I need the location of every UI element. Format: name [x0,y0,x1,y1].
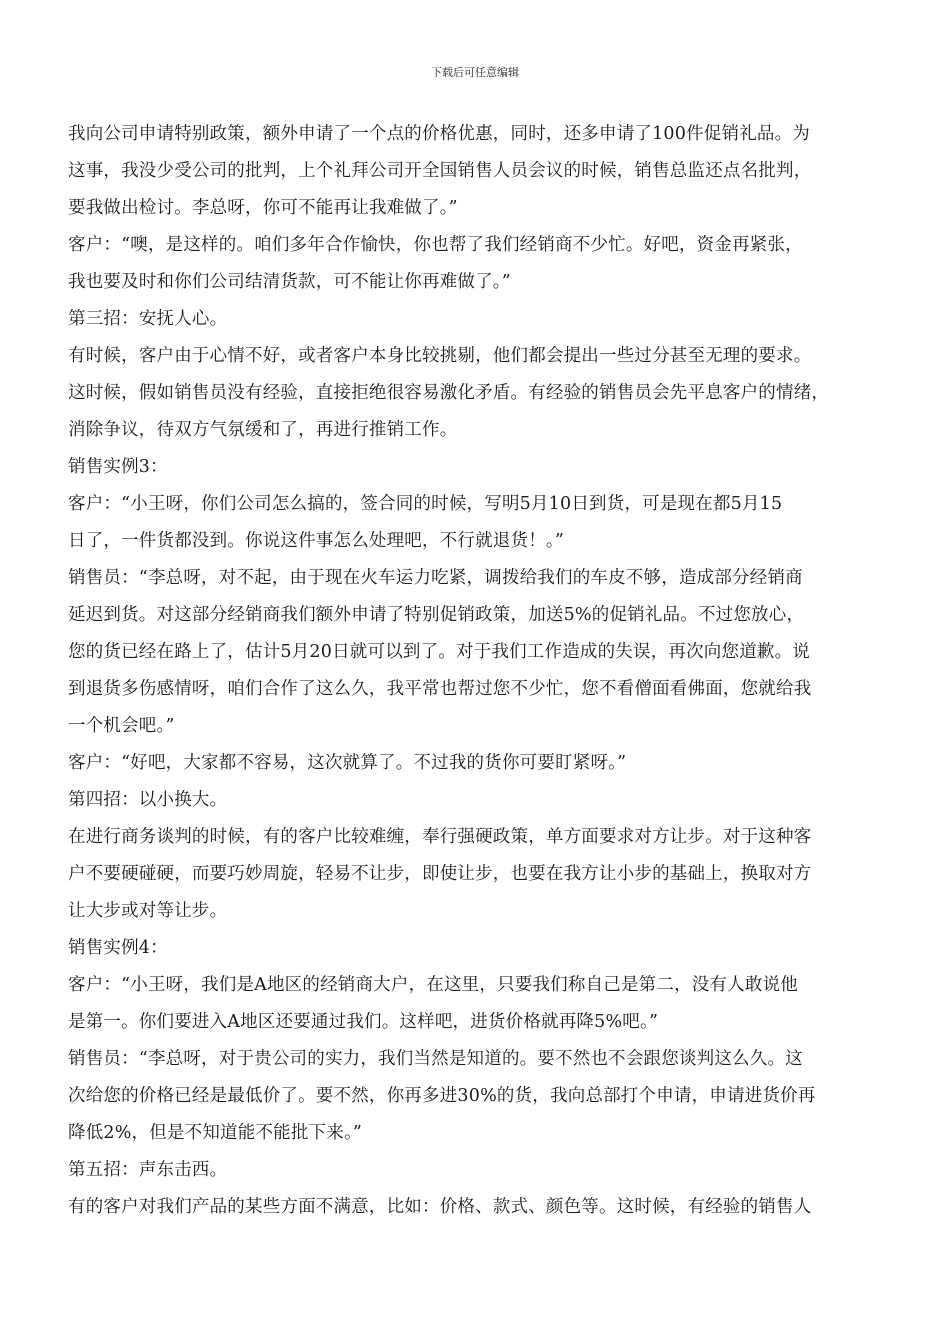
section-heading: 第五招：声东击西。 [68,1160,228,1180]
example-heading: 销售实例4： [68,938,168,958]
text-line: 客户：“小王呀，你们公司怎么搞的，签合同的时候，写明5月10日到货，可是现在都5月15 [68,494,783,514]
text-line: 这时候，假如销售员没有经验，直接拒绝很容易激化矛盾。有经验的销售员会先平息客户的情绪， [68,383,830,403]
text-line: 您的货已经在路上了，估计5月20日就可以到了。对于我们工作造成的失误，再次向您道歉。说 [68,642,810,662]
text-line: 这事，我没少受公司的批判，上个礼拜公司开全国销售人员会议的时候，销售总监还点名批判， [68,161,812,181]
section-heading: 第四招：以小换大。 [68,790,228,810]
text-line: 有的客户对我们产品的某些方面不满意，比如：价格、款式、颜色等。这时候，有经验的销售人 [68,1197,812,1217]
text-line: 降低2%，但是不知道能不能批下来。” [68,1123,363,1143]
text-line: 日了，一件货都没到。你说这件事怎么处理吧，不行就退货！。” [68,531,564,551]
text-line: 销售员：“李总呀，对不起，由于现在火车运力吃紧，调拨给我们的车皮不够，造成部分经销商 [68,568,803,588]
text-line: 客户：“好吧，大家都不容易，这次就算了。不过我的货你可要盯紧呀。” [68,753,627,773]
text-line: 客户：“小王呀，我们是A地区的经销商大户，在这里，只要我们称自己是第二，没有人敢说他 [68,975,798,995]
text-line: 我也要及时和你们公司结清货款，可不能让你再难做了。” [68,272,511,292]
text-line: 一个机会吧。” [68,716,175,736]
text-line: 要我做出检讨。李总呀，你可不能再让我难做了。” [68,198,458,218]
text-line: 客户：“噢，是这样的。咱们多年合作愉快，你也帮了我们经销商不少忙。好吧，资金再紧张， [68,235,803,255]
text-line: 我向公司申请特别政策，额外申请了一个点的价格优惠，同时，还多申请了100件促销礼品。为 [68,124,810,144]
document-body [68,116,888,1226]
text-line: 次给您的价格已经是最低价了。要不然，你再多进30%的货，我向总部打个申请，申请进货价再 [68,1086,816,1106]
text-line: 是第一。你们要进入A地区还要通过我们。这样吧，进货价格就再降5%吧。” [68,1012,659,1032]
text-line: 到退货多伤感情呀，咱们合作了这么久，我平常也帮过您不少忙，您不看僧面看佛面，您就给我 [68,679,812,699]
text-line: 有时候，客户由于心情不好，或者客户本身比较挑剔，他们都会提出一些过分甚至无理的要求。 [68,346,812,366]
section-heading: 第三招：安抚人心。 [68,309,228,329]
text-line: 在进行商务谈判的时候，有的客户比较难缠，奉行强硬政策，单方面要求对方让步。对于这种客 [68,827,812,847]
example-heading: 销售实例3： [68,457,168,477]
page-header-note: 下载后可任意编辑 [431,66,519,79]
text-line: 销售员：“李总呀，对于贵公司的实力，我们当然是知道的。要不然也不会跟您谈判这么久。这 [68,1049,803,1069]
text-line: 户不要硬碰硬，而要巧妙周旋，轻易不让步，即使让步，也要在我方让小步的基础上，换取对方 [68,864,812,884]
text-line: 消除争议，待双方气氛缓和了，再进行推销工作。 [68,420,458,440]
text-line: 让大步或对等让步。 [68,901,228,921]
text-line: 延迟到货。对这部分经销商我们额外申请了特别促销政策，加送5%的促销礼品。不过您放心， [68,605,805,625]
